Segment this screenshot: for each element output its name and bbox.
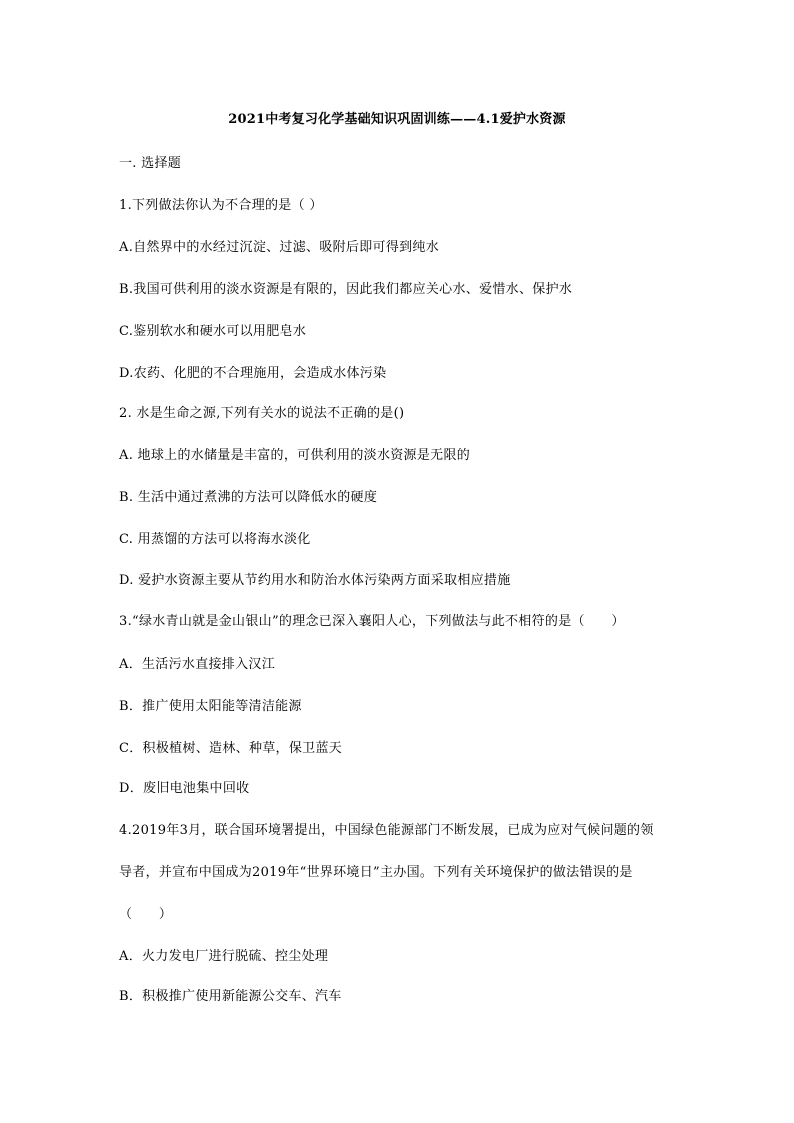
question-2-option-b: B. 生活中通过煮沸的方法可以降低水的硬度 <box>119 490 378 505</box>
question-4-line-1: 4.2019年3月，联合国环境署提出，中国绿色能源部门不断发展，已成为应对气候问题的领 <box>119 823 654 838</box>
question-2: 2. 水是生命之源,下列有关水的说法不正确的是() <box>119 406 405 421</box>
question-3: 3.“绿水青山就是金山银山”的理念已深入襄阳人心，下列做法与此不相符的是（ ） <box>119 614 625 629</box>
question-4-option-a: A．火力发电厂进行脱硫、控尘处理 <box>119 949 329 964</box>
question-1-option-d: D.农药、化肥的不合理施用，会造成水体污染 <box>119 366 387 381</box>
section-heading: 一. 选择题 <box>119 156 182 171</box>
question-2-option-a: A. 地球上的水储量是丰富的，可供利用的淡水资源是无限的 <box>119 448 471 463</box>
question-4-line-2: 导者，并宣布中国成为2019年“世界环境日”主办国。下列有关环境保护的做法错误的是 <box>119 865 633 880</box>
question-2-option-c: C. 用蒸馏的方法可以将海水淡化 <box>119 532 311 547</box>
question-1-option-c: C.鉴别软水和硬水可以用肥皂水 <box>119 324 307 339</box>
question-3-option-c: C．积极植树、造林、种草，保卫蓝天 <box>119 741 343 756</box>
question-3-option-a: A．生活污水直接排入汉江 <box>119 657 275 672</box>
question-3-option-d: D．废旧电池集中回收 <box>119 781 250 796</box>
question-4-line-3: （ ） <box>119 907 173 922</box>
question-1: 1.下列做法你认为不合理的是（ ） <box>119 198 323 213</box>
question-2-option-d: D. 爱护水资源主要从节约用水和防治水体污染两方面采取相应措施 <box>119 573 511 588</box>
question-3-option-b: B．推广使用太阳能等清洁能源 <box>119 699 302 714</box>
question-1-option-b: B.我国可供利用的淡水资源是有限的，因此我们都应关心水、爱惜水、保护水 <box>119 282 573 297</box>
document-title: 2021中考复习化学基础知识巩固训练——4.1爱护水资源 <box>228 112 566 127</box>
question-1-option-a: A.自然界中的水经过沉淀、过滤、吸附后即可得到纯水 <box>119 240 440 255</box>
question-4-option-b: B．积极推广使用新能源公交车、汽车 <box>119 989 342 1004</box>
